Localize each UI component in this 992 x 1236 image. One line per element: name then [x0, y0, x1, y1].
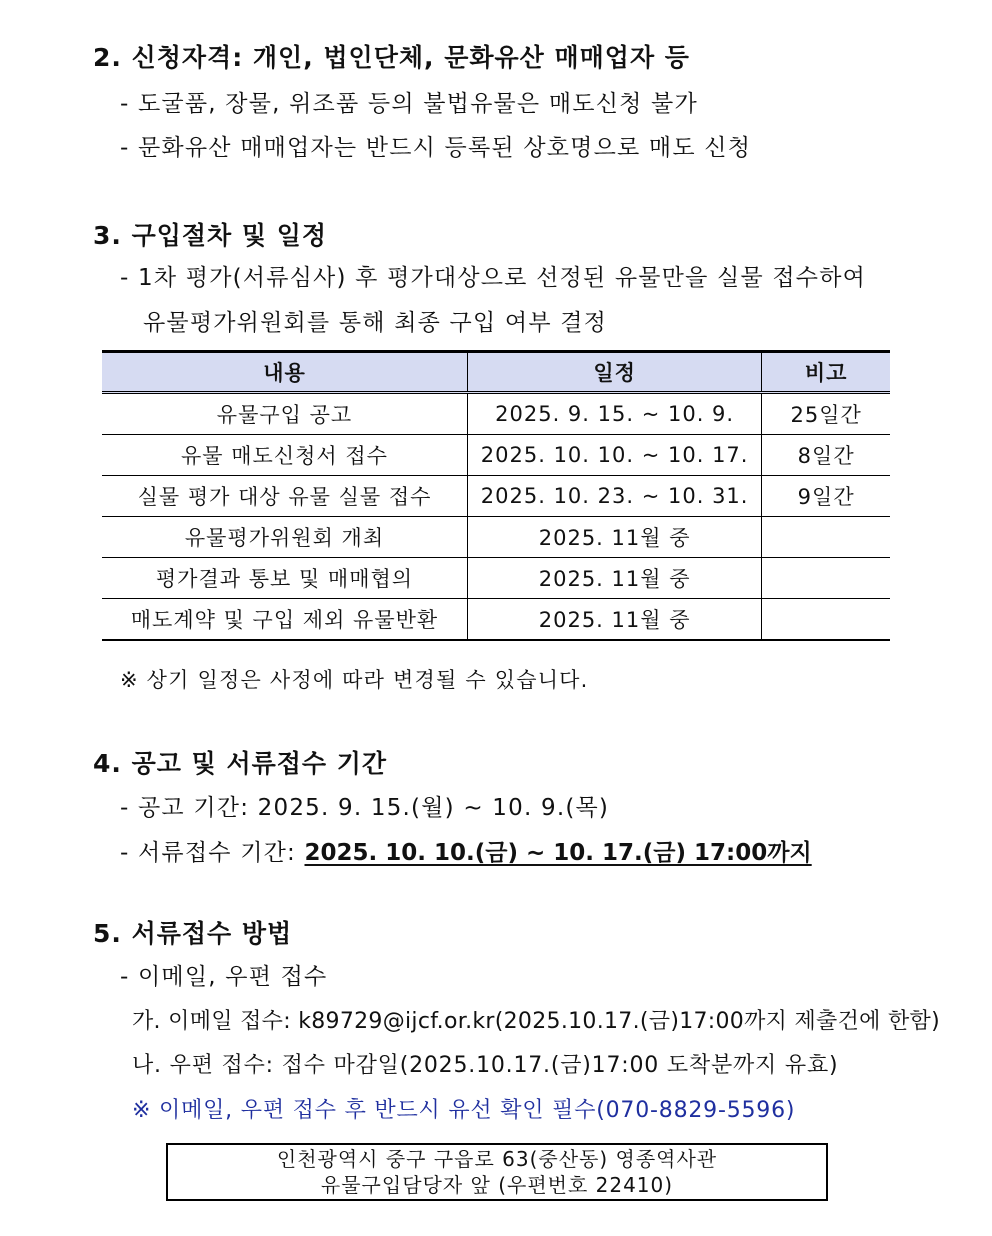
table-row: [102, 393, 890, 435]
submission-method: - 이메일, 우편 접수: [120, 964, 328, 990]
row-remarks: 25일간: [762, 393, 890, 435]
document-period-label: - 서류접수 기간:: [120, 840, 305, 866]
section-4-heading: 4. 공고 및 서류접수 기간: [93, 749, 388, 778]
notice-period: - 공고 기간: 2025. 9. 15.(월) ~ 10. 9.(목): [120, 795, 610, 821]
table-row: [102, 476, 890, 517]
email-submission: 가. 이메일 접수: k89729@ijcf.or.kr(2025.10.17.(금)17:00까지 제출건에 한함): [132, 1009, 940, 1034]
row-content: 유물구입 공고: [102, 393, 467, 435]
s2-item-1: - 도굴품, 장물, 위조품 등의 불법유물은 매도신청 불가: [120, 91, 698, 117]
section-3-heading: 3. 구입절차 및 일정: [93, 221, 328, 250]
row-schedule: 2025. 10. 23. ~ 10. 31.: [467, 476, 761, 517]
document-period-line: [120, 834, 812, 867]
row-remarks: [762, 517, 890, 558]
table-row: [102, 558, 890, 599]
table-row: [102, 517, 890, 558]
section-5-heading: 5. 서류접수 방법: [93, 919, 293, 948]
mailing-address-box: [166, 1143, 828, 1201]
table-row: [102, 599, 890, 641]
section-2-heading: 2. 신청자격: 개인, 법인단체, 문화유산 매매업자 등: [93, 43, 690, 72]
row-schedule: 2025. 10. 10. ~ 10. 17.: [467, 435, 761, 476]
s2-item-2: - 문화유산 매매업자는 반드시 등록된 상호명으로 매도 신청: [120, 135, 752, 161]
s3-desc-line-2: 유물평가위원회를 통해 최종 구입 여부 결정: [143, 310, 608, 336]
row-remarks: 9일간: [762, 476, 890, 517]
row-remarks: [762, 599, 890, 641]
address-line-2: 유물구입담당자 앞 (우편번호 22410): [320, 1173, 674, 1197]
table-header-row: [102, 352, 890, 393]
row-remarks: [762, 558, 890, 599]
row-schedule: 2025. 11월 중: [467, 599, 761, 641]
phone-confirmation-warning: ※ 이메일, 우편 접수 후 반드시 유선 확인 필수(070-8829-5596): [132, 1098, 796, 1123]
row-content: 매도계약 및 구입 제외 유물반환: [102, 599, 467, 641]
table-row: [102, 435, 890, 476]
row-schedule: 2025. 11월 중: [467, 517, 761, 558]
document-period-value: 2025. 10. 10.(금) ~ 10. 17.(금) 17:00까지: [304, 840, 812, 866]
header-remarks: 비고: [762, 352, 890, 393]
row-schedule: 2025. 9. 15. ~ 10. 9.: [467, 393, 761, 435]
row-content: 유물평가위원회 개최: [102, 517, 467, 558]
postal-submission: 나. 우편 접수: 접수 마감일(2025.10.17.(금)17:00 도착분까지 유효): [132, 1053, 839, 1078]
row-schedule: 2025. 11월 중: [467, 558, 761, 599]
row-content: 유물 매도신청서 접수: [102, 435, 467, 476]
row-content: 실물 평가 대상 유물 실물 접수: [102, 476, 467, 517]
s3-desc-line-1: - 1차 평가(서류심사) 후 평가대상으로 선정된 유물만을 실물 접수하여: [120, 265, 867, 291]
row-remarks: 8일간: [762, 435, 890, 476]
row-content: 평가결과 통보 및 매매협의: [102, 558, 467, 599]
header-content: 내용: [102, 352, 467, 393]
schedule-note: ※ 상기 일정은 사정에 따라 변경될 수 있습니다.: [120, 668, 589, 692]
schedule-table: [102, 350, 890, 641]
address-line-1: 인천광역시 중구 구읍로 63(중산동) 영종역사관: [276, 1147, 718, 1171]
header-schedule: 일정: [467, 352, 761, 393]
